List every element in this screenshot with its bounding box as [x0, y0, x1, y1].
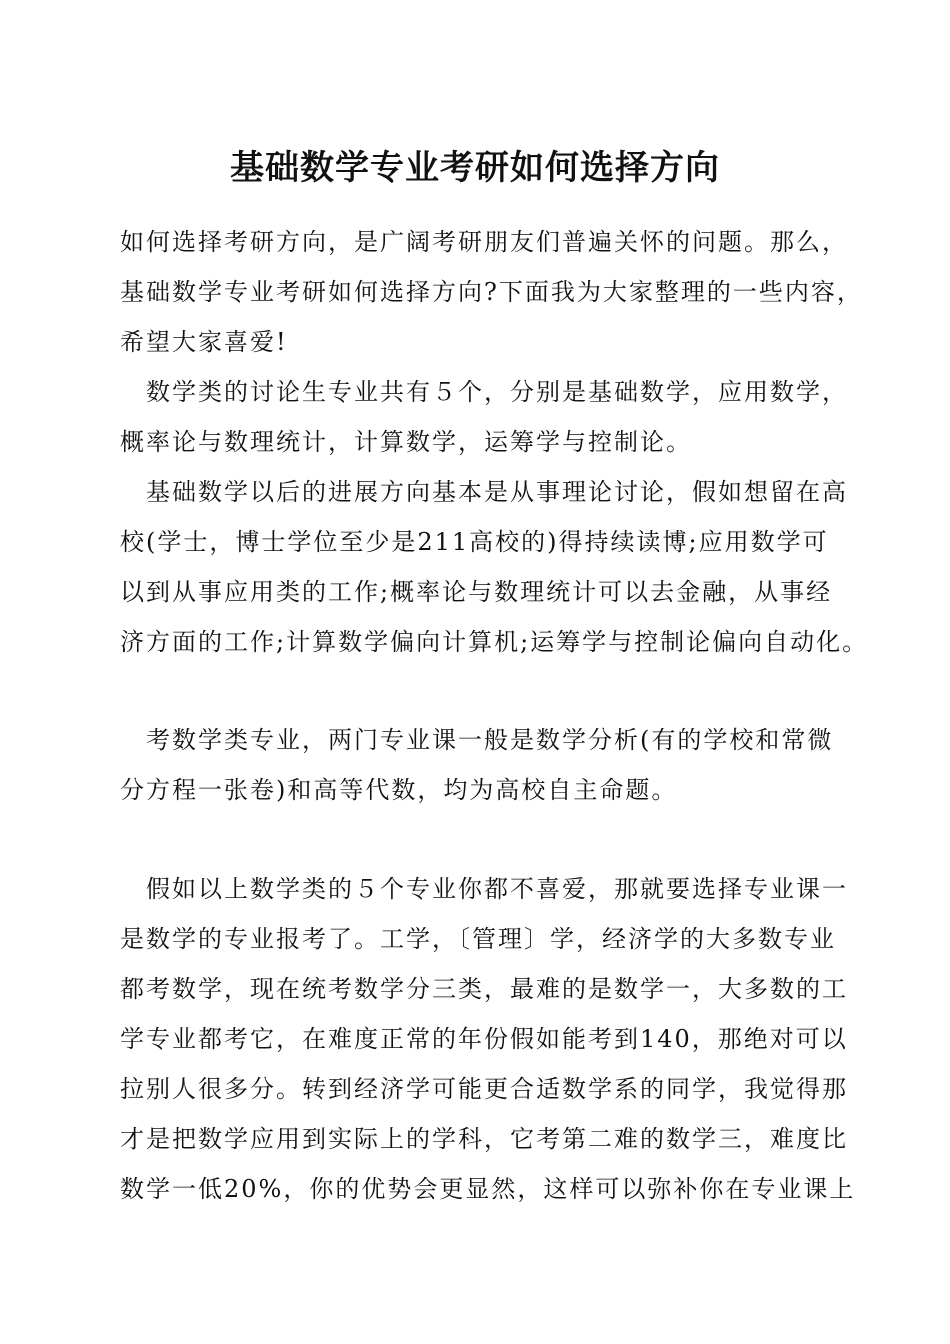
paragraph-1-line-1: 如何选择考研方向，是广阔考研朋友们普遍关怀的问题。那么， — [120, 228, 848, 256]
document-title: 基础数学专业考研如何选择方向 — [230, 148, 720, 188]
paragraph-3-line-3: 以到从事应用类的工作;概率论与数理统计可以去金融，从事经 — [120, 578, 833, 606]
paragraph-4-line-1: 考数学类专业，两门专业课一般是数学分析(有的学校和常微 — [146, 726, 834, 754]
paragraph-5-line-5: 拉别人很多分。转到经济学可能更合适数学系的同学，我觉得那 — [120, 1075, 848, 1103]
paragraph-5-line-4: 学专业都考它，在难度正常的年份假如能考到140，那绝对可以 — [120, 1025, 848, 1053]
paragraph-3-line-1: 基础数学以后的进展方向基本是从事理论讨论，假如想留在高 — [146, 478, 848, 506]
paragraph-5-line-6: 才是把数学应用到实际上的学科，它考第二难的数学三，难度比 — [120, 1125, 848, 1153]
paragraph-5-line-1: 假如以上数学类的５个专业你都不喜爱，那就要选择专业课一 — [146, 875, 848, 903]
paragraph-1-line-2: 基础数学专业考研如何选择方向?下面我为大家整理的一些内容， — [120, 278, 863, 306]
paragraph-5-line-2: 是数学的专业报考了。工学，〔管理〕学，经济学的大多数专业 — [120, 925, 836, 953]
paragraph-3-line-4: 济方面的工作;计算数学偏向计算机;运筹学与控制论偏向自动化。 — [120, 628, 869, 656]
paragraph-4-line-2: 分方程一张卷)和高等代数，均为高校自主命题。 — [120, 776, 678, 804]
paragraph-2-line-2: 概率论与数理统计，计算数学，运筹学与控制论。 — [120, 428, 692, 456]
paragraph-5-line-3: 都考数学，现在统考数学分三类，最难的是数学一，大多数的工 — [120, 975, 848, 1003]
paragraph-3-line-2: 校(学士，博士学位至少是211高校的)得持续读博;应用数学可 — [120, 528, 829, 556]
paragraph-1-line-3: 希望大家喜爱! — [120, 328, 288, 356]
paragraph-2-line-1: 数学类的讨论生专业共有５个，分别是基础数学，应用数学， — [146, 378, 848, 406]
paragraph-5-line-7: 数学一低20%，你的优势会更显然，这样可以弥补你在专业课上 — [120, 1175, 856, 1203]
